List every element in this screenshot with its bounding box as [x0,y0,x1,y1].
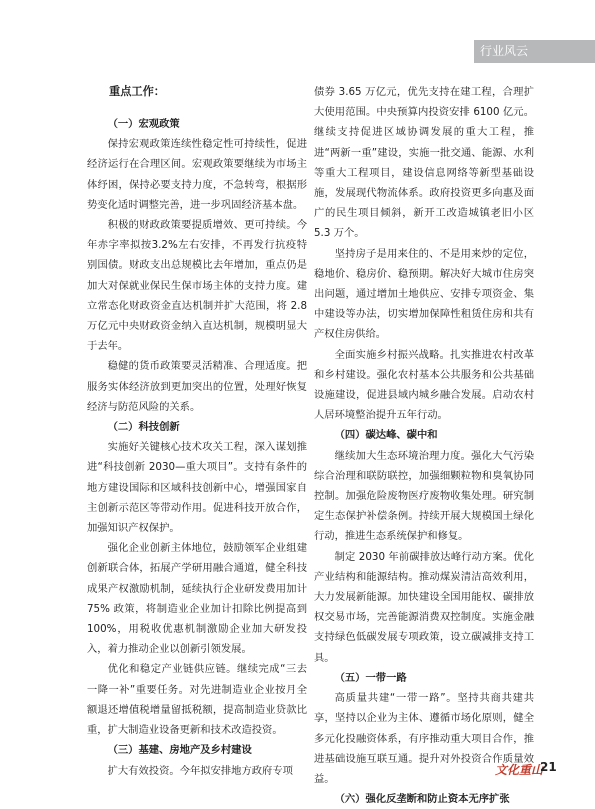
paragraph: 制定 2030 年前碳排放达峰行动方案。优化产业结构和能源结构。推动煤炭清洁高效利用，大力发展新能源。加快建设全国用能权、碳排放权交易市场，完善能源消费双控制度。实施金融支持绿色低碳发展专项政策，设立碳减排支持工具。 [314,550,534,664]
subsection-heading: （三）基建、房地产及乡村建设 [107,744,252,757]
paragraph: 高质量共建“一带一路”。坚持共商共建共享，坚持以企业为主体、遵循市场化原则，健全多元化投融资体系，有序推动重大项目合作，推进基础设施互联互通。提升对外投资合作质量效益。 [314,692,534,785]
subsection-heading: （二）科技创新 [107,421,180,434]
paragraph: 强化企业创新主体地位，鼓励领军企业组建创新联合体，拓展产学研用融合通道，健全科技成果产权激励机制，延续执行企业研发费用加计 75% 政策，将制造业企业加计扣除比例提高到 100%，用税收优惠机制激励企业加大研发投入，着力推动企业以创新引领发展。 [87,542,307,656]
paragraph: 保持宏观政策连续性稳定性可持续性，促进经济运行在合理区间。宏观政策要继续为市场主体纾困，保持必要支持力度，不急转弯，根据形势变化适时调整完善，进一步巩固经济基本盘。 [87,138,307,211]
subsection-heading: （一）宏观政策 [107,118,180,130]
section-tag: 行业风云 [474,40,595,63]
paragraph: 扩大有效投资。今年拟安排地方政府专项 [107,764,293,777]
page-number: 21 [540,760,557,774]
left-column [87,82,307,781]
paragraph: 继续加大生态环境治理力度。强化大气污染综合治理和联防联控，加强细颗粒物和臭氧协同控制。加强危险废物医疗废物收集处理。研究制定生态保护补偿条例。持续开展大规模国土绿化行动，推进生态系统保护和修复。 [314,449,534,543]
magazine-logo: 文化重山 [495,763,544,777]
paragraph: 全面实施乡村振兴战略。扎实推进农村改革和乡村建设。强化农村基本公共服务和公共基础设施建设，促进县域内城乡融合发展。启动农村人居环境整治提升五年行动。 [314,348,534,422]
paragraph: 坚持房子是用来住的、不是用来炒的定位，稳地价、稳房价、稳预期。解决好大城市住房突出问题，通过增加土地供应、安排专项资金、集中建设等办法，切实增加保障性租赁住房和共有产权住房供给。 [314,247,534,341]
right-column [314,82,534,809]
paragraph: 债券 3.65 万亿元，优先支持在建工程，合理扩大使用范围。中央预算内投资安排 6100 亿元。继续支持促进区域协调发展的重大工程，推进“两新一重”建设，实施一批交通、能源、水利等重大工程项目，建设信息网络等新型基础设施，发展现代物流体系。政府投资更多向惠及面广的民生项目倾斜，新开工改造城镇老旧小区 5.3 万个。 [314,86,534,240]
paragraph: 实施好关键核心技术攻关工程，深入谋划推进“科技创新 2030—重大项目”。支持有条件的地方建设国际和区域科技创新中心，增强国家自主创新示范区等带动作用。促进科技开放合作，加强知识产权保护。 [87,441,307,535]
paragraph: 积极的财政政策要提质增效、更可持续。今年赤字率拟按3.2%左右安排，不再发行抗疫特别国债。财政支出总规模比去年增加，重点仍是加大对保就业保民生保市场主体的支持力度。建立常态化财政资金直达机制并扩大范围，将 2.8 万亿元中央财政资金纳入直达机制，规模明显大于去年。 [87,219,307,353]
paragraph: 优化和稳定产业链供应链。继续完成“三去一降一补”重要任务。对先进制造业企业按月全额退还增值税增量留抵税额，提高制造业贷款比重，扩大制造业设备更新和技术改造投资。 [87,663,307,737]
subsection-heading: （六）强化反垄断和防止资本无序扩张 [334,793,510,806]
subsection-heading: （五）一带一路 [334,671,407,684]
left-blocks [87,114,307,781]
subsection-heading: （四）碳达峰、碳中和 [334,429,438,442]
paragraph: 稳健的货币政策要灵活精准、合理适度。把服务实体经济放到更加突出的位置，处理好恢复经济与防范风险的关系。 [87,360,307,413]
section-heading: 重点工作： [109,85,165,98]
right-blocks [314,82,534,809]
